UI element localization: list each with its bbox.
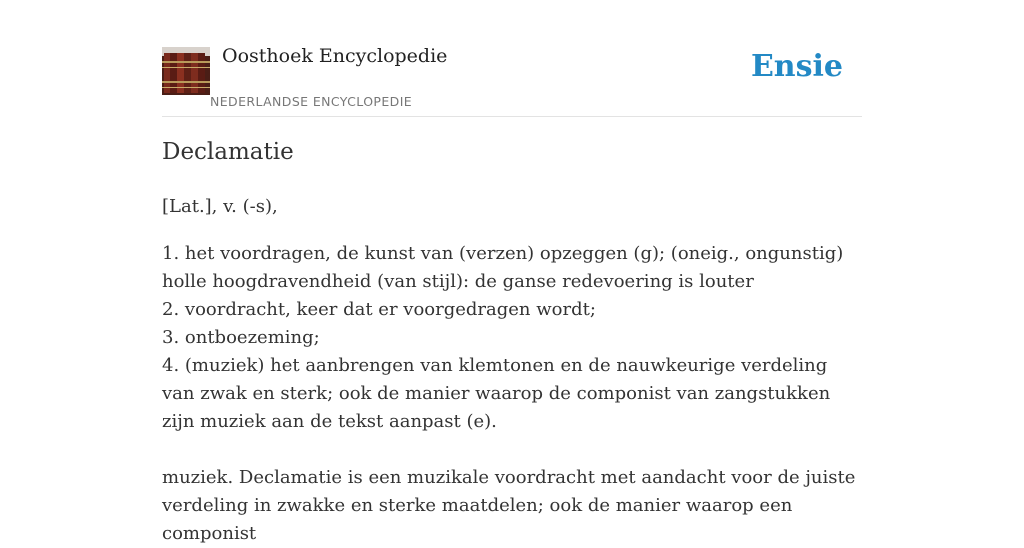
ensie-brand-link[interactable]: Ensie (750, 49, 843, 84)
definition-4: 4. (muziek) het aanbrengen van klemtonen en de nauwkeurige verdeling van zwak en sterk; ook de manier waarop de componist van zangstukken zijn muziek aan de tekst aanpast (e). (162, 355, 831, 432)
page-title: Declamatie (162, 139, 294, 165)
encyclopedia-books-icon[interactable] (162, 47, 210, 95)
definition-3: 3. ontboezeming; (162, 327, 320, 348)
site-subtitle: NEDERLANDSE ENCYCLOPEDIE (210, 94, 413, 109)
site-title[interactable]: Oosthoek Encyclopedie (222, 45, 448, 67)
definition-list (162, 240, 862, 436)
definition-2: 2. voordracht, keer dat er voorgedragen wordt; (162, 299, 596, 320)
page-container (162, 0, 862, 544)
site-header (162, 0, 862, 117)
definition-1: 1. het voordragen, de kunst van (verzen) opzeggen (g); (oneig., ongunstig) holle hoogdravendheid (van stijl): de ganse redevoering is louter (162, 243, 844, 292)
music-paragraph: muziek. Declamatie is een muzikale voordracht met aandacht voor de juiste verdeling in zwakke en sterke maatdelen; ook de manier waarop een componist (162, 467, 856, 544)
paragraph-spacer (162, 436, 862, 464)
grammar-info: [Lat.], v. (-s), (162, 196, 278, 217)
article-body (162, 193, 862, 548)
